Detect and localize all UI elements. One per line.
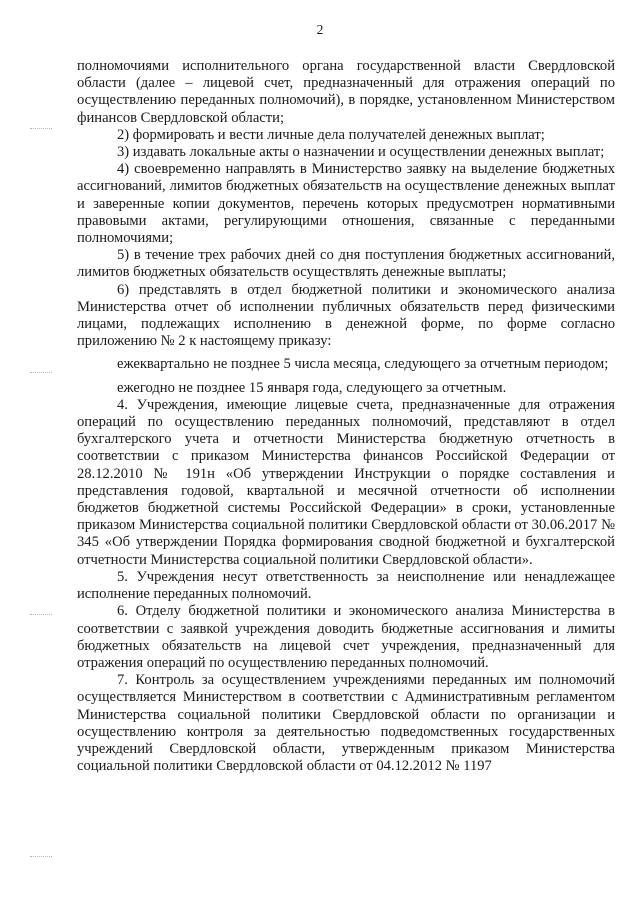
scan-artifact bbox=[30, 118, 52, 129]
paragraph-annual-deadline: ежегодно не позднее 15 января года, следующего за отчетным. bbox=[117, 379, 507, 396]
paragraph-item-5: 5) в течение трех рабочих дней со дня поступления бюджетных ассигнований, лимитов бюджетных обязательств осуществлять денежные выплаты; bbox=[77, 247, 615, 281]
scan-artifact bbox=[30, 846, 52, 857]
paragraph-clause-4: 4. Учреждения, имеющие лицевые счета, предназначенные для отражения операций по осуществлению переданных полномочий, представляют в отдел бухгалтерского учета и отчетности Министерства бюджетную отчетность в соответствии с приказом Министерства финансов Российской Федерации от 28.12.2010 № 191н «Об утверждении Инструкции о порядке составления и представления годовой, квартальной и месячной отчетности об исполнении бюджетов бюджетной системы Российской Федерации» в сроки, установленные приказом Министерства социальной политики Свердловской области от 30.06.2017 № 345 «Об утверждении Порядка формирования сводной бюджетной и бухгалтерской отчетности Министерства социальной политики Свердловской области». bbox=[77, 396, 615, 568]
paragraph-item-3: 3) издавать локальные акты о назначении и осуществлении денежных выплат; bbox=[117, 144, 605, 161]
scan-artifact bbox=[30, 362, 52, 373]
paragraph-item-6: 6) представлять в отдел бюджетной политики и экономического анализа Министерства отчет об исполнении публичных обязательств перед физическими лицами, подлежащих исполнению в денежной форме, по форме согласно приложению № 2 к настоящему приказу: bbox=[77, 281, 615, 350]
page-number: 2 bbox=[316, 22, 324, 37]
paragraph-item-2: 2) формировать и вести личные дела получателей денежных выплат; bbox=[117, 126, 545, 143]
paragraph-clause-5: 5. Учреждения несут ответственность за неисполнение или ненадлежащее исполнение переданных полномочий. bbox=[77, 568, 615, 603]
paragraph-quarterly-deadline: ежеквартально не позднее 5 числа месяца, следующего за отчетным периодом; bbox=[117, 356, 609, 373]
paragraph-clause-7: 7. Контроль за осуществлением учреждениями переданных им полномочий осуществляется Министерством в соответствии с Административным регламентом Министерства социальной политики Свердловской области по организации и осуществлению контроля за деятельностью подведомственных государственных учреждений Свердловской области, утвержденным приказом Министерства социальной политики Свердловской области от 04.12.2012 № 1197 bbox=[77, 672, 615, 775]
paragraph-clause-6: 6. Отделу бюджетной политики и экономического анализа Министерства в соответствии с заявкой учреждения доводить бюджетные ассигнования и лимиты бюджетных обязательств на лицевой счет учреждения, предназначенный для отражения операций по осуществлению переданных полномочий. bbox=[77, 603, 615, 671]
document-body bbox=[77, 58, 615, 775]
paragraph-item-4: 4) своевременно направлять в Министерство заявку на выделение бюджетных ассигнований, лимитов бюджетных обязательств на осуществление денежных выплат и заверенные копии документов, перечень которых предусмотрен нормативными правовыми актами, регулирующими отношения, связанные с переданными полномочиями; bbox=[77, 161, 615, 247]
paragraph-continuation: полномочиями исполнительного органа государственной власти Свердловской области (далее – лицевой счет, предназначенный для отражения операций по осуществлению переданных полномочий), в порядке, установленном Министерством финансов Свердловской области; bbox=[77, 58, 615, 126]
scan-artifact bbox=[30, 604, 52, 615]
